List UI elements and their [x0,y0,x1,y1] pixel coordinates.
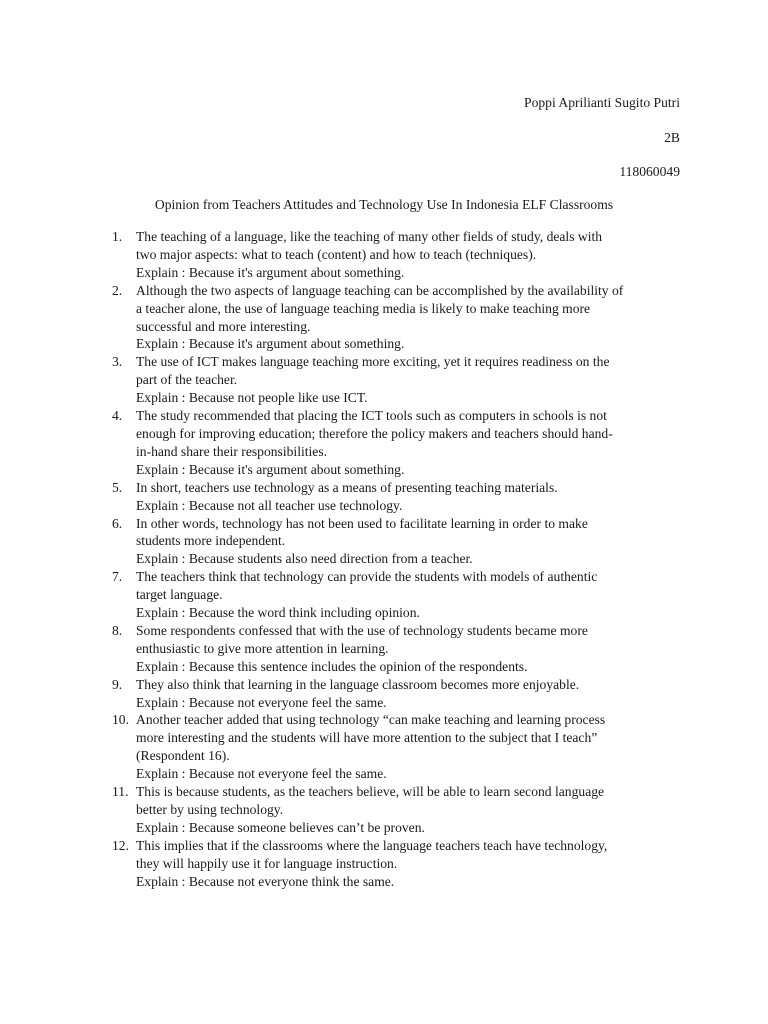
statement-line: This is because students, as the teachers believe, will be able to learn second language [136,784,605,800]
statement-line: enough for improving education; therefore the policy makers and teachers should hand- [136,425,613,441]
list-item [0,353,610,407]
statement-line: Another teacher added that using technology “can make teaching and learning process [136,712,606,728]
list-item [0,515,588,569]
student-id: 118060049 [619,164,680,179]
explain-line: Explain : Because not everyone feel the same. [136,766,387,782]
statement-line: two major aspects: what to teach (content) and how to teach (techniques). [136,246,537,262]
class-label: 2B [664,130,680,145]
list-item-number: 12. [112,837,129,853]
list-item [0,407,613,479]
statement-line: (Respondent 16). [136,748,230,764]
explain-line: Explain : Because it's argument about something. [136,461,405,477]
explain-line: Explain : Because it's argument about something. [136,336,405,352]
list-item-number: 3. [112,354,123,370]
statement-line: In short, teachers use technology as a means of presenting teaching materials. [136,479,558,495]
statement-line: Some respondents confessed that with the use of technology students became more [136,622,588,638]
statement-line: This implies that if the classrooms where the language teachers teach have technology, [136,837,608,853]
statement-line: they will happily use it for language instruction. [136,855,398,871]
explain-line: Explain : Because students also need direction from a teacher. [136,551,473,567]
list-item [0,837,608,891]
statement-line: target language. [136,587,223,603]
statement-line: The teaching of a language, like the teaching of many other fields of study, deals with [136,229,603,244]
statement-line: enthusiastic to give more attention in learning. [136,640,389,656]
statement-line: Although the two aspects of language teaching can be accomplished by the availability of [136,282,624,298]
list-item-number: 5. [112,479,123,495]
list-item [0,711,606,783]
list-item-number: 1. [112,229,123,244]
list-item-number: 11. [112,784,129,800]
list-item-number: 7. [112,569,123,585]
numbered-list [0,228,624,891]
statement-line: in-hand share their responsibilities. [136,443,328,459]
explain-line: Explain : Because not all teacher use technology. [136,497,403,513]
statement-line: The study recommended that placing the ICT tools such as computers in schools is not [136,408,607,424]
list-item [0,622,588,676]
explain-line: Explain : Because the word think including opinion. [136,605,420,621]
statement-line: The teachers think that technology can provide the students with models of authentic [136,569,598,585]
list-item-number: 10. [112,712,129,728]
list-item-number: 8. [112,622,123,638]
list-item-number: 4. [112,408,123,424]
statement-line: a teacher alone, the use of language teaching media is likely to make teaching more [136,300,591,316]
statement-line: They also think that learning in the language classroom becomes more enjoyable. [136,676,580,692]
list-item-number: 9. [112,676,123,692]
list-item [0,282,624,354]
explain-line: Explain : Because not everyone feel the same. [136,694,387,710]
explain-line: Explain : Because this sentence includes the opinion of the respondents. [136,658,528,674]
list-item-number: 6. [112,515,123,531]
statement-line: more interesting and the students will have more attention to the subject that I teach” [136,730,598,746]
list-item [0,783,605,837]
list-item-number: 2. [112,282,123,298]
explain-line: Explain : Because it's argument about something. [136,264,405,280]
statement-line: better by using technology. [136,802,284,817]
list-item [0,568,598,622]
explain-line: Explain : Because not everyone think the same. [136,873,395,889]
statement-line: The use of ICT makes language teaching more exciting, yet it requires readiness on the [136,354,610,370]
statement-line: successful and more interesting. [136,318,311,334]
explain-line: Explain : Because not people like use ICT. [136,390,368,406]
list-item [0,676,580,712]
statement-line: students more independent. [136,533,286,549]
list-item [0,479,558,515]
list-item [0,228,603,282]
statement-line: part of the teacher. [136,372,238,388]
document-title: Opinion from Teachers Attitudes and Technology Use In Indonesia ELF Classrooms [154,197,614,212]
statement-line: In other words, technology has not been used to facilitate learning in order to make [136,515,588,531]
author-name: Poppi Aprilianti Sugito Putri [524,95,680,110]
explain-line: Explain : Because someone believes can’t be proven. [136,819,425,835]
